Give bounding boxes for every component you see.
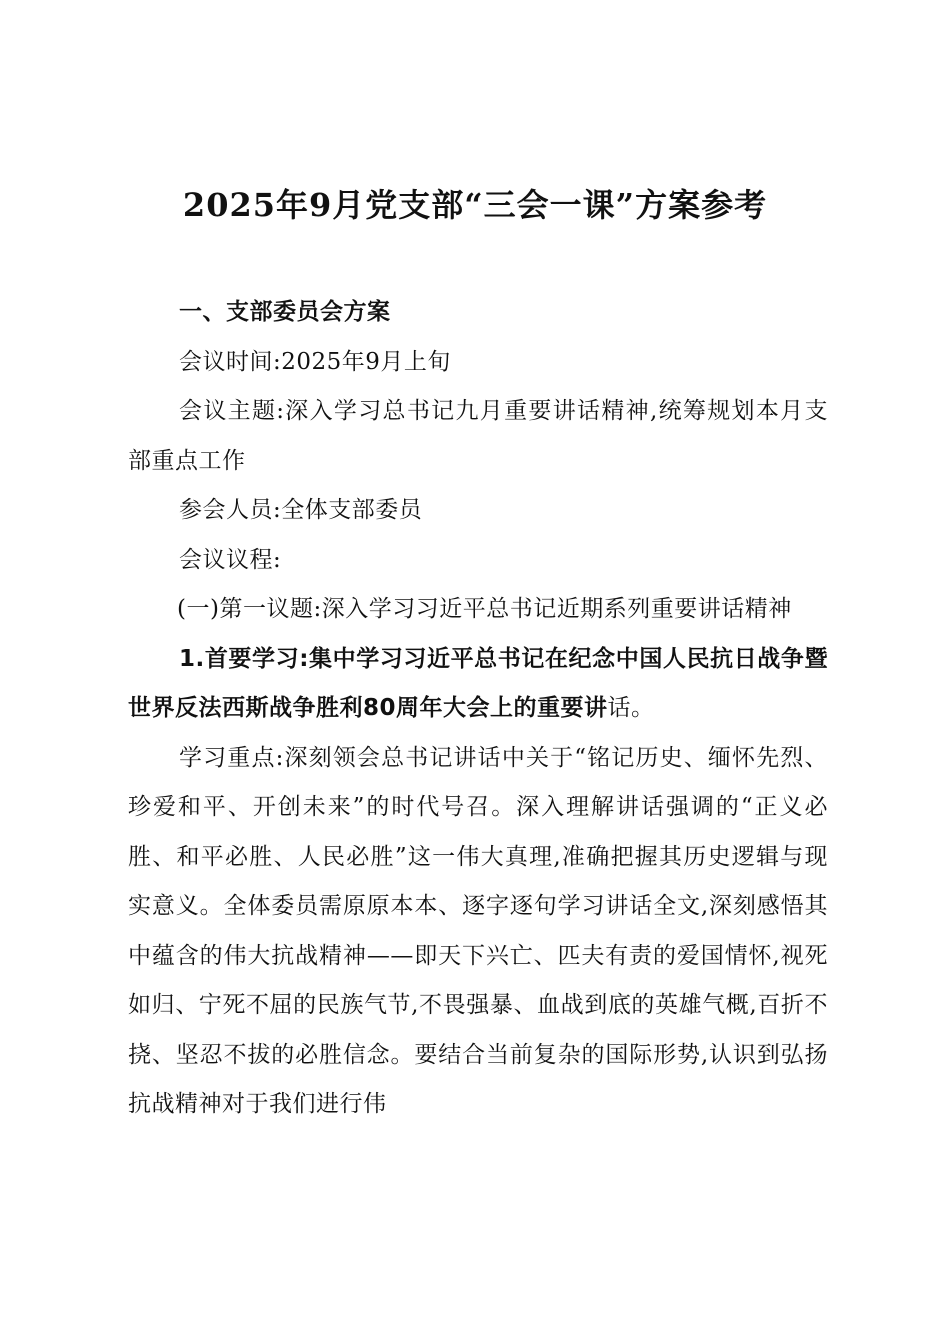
document-body [128,288,828,1130]
meeting-theme: 会议主题:深入学习总书记九月重要讲话精神,统筹规划本月支部重点工作 [128,398,828,474]
study-focus-tail: 话。 [607,695,655,721]
study-focus-paragraph [128,635,828,734]
agenda-label: 会议议程: [179,546,282,573]
attendees: 参会人员:全体支部委员 [179,497,423,523]
section-heading: 一、支部委员会方案 [179,299,391,325]
agenda-item-1: (一)第一议题:深入学习习近平总书记近期系列重要讲话精神 [177,596,792,622]
study-points: 学习重点:深刻领会总书记讲话中关于“铭记历史、缅怀先烈、珍爱和平、开创未来”的时代号召。深入理解讲话强调的“正义必胜、和平必胜、人民必胜”这一伟大真理,准确把握其历史逻辑与现实意义。全体委员需原原本本、逐字逐句学习讲话全文,深刻感悟其中蕴含的伟大抗战精神——即天下兴亡、匹夫有责的爱国情怀,视死如归、宁死不屈的民族气节,不畏强暴、血战到底的英雄气概,百折不挠、坚忍不拔的必胜信念。要结合当前复杂的国际形势,认识到弘扬抗战精神对于我们进行伟 [128,744,828,1117]
study-focus-bold: 1.首要学习:集中学习习近平总书记在纪念中国人民抗日战争暨世界反法西斯战争胜利80周年大会上的重要讲 [128,645,828,721]
document-title: 2025年9月党支部“三会一课”方案参考 [182,186,768,224]
meeting-time: 会议时间:2025年9月上旬 [179,348,451,375]
